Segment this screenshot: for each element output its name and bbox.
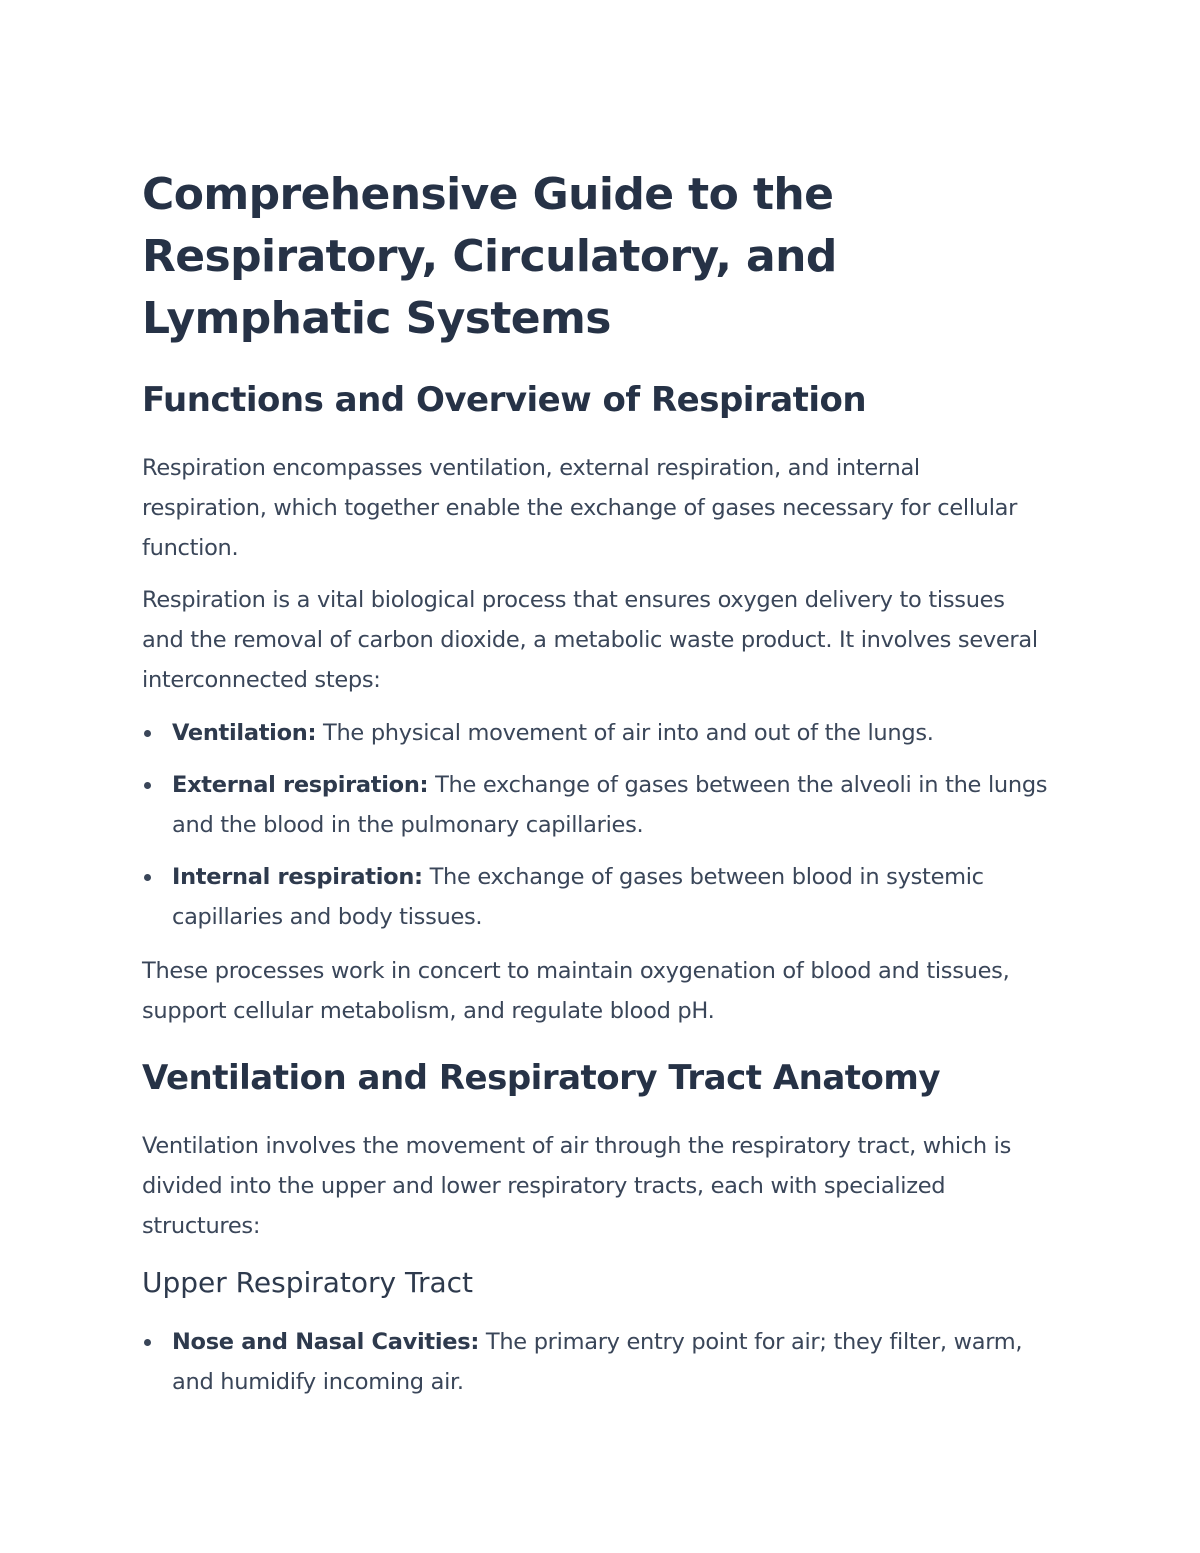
paragraph: Respiration is a vital biological process that ensures oxygen delivery to tissues and the removal of carbon dioxide, a metabolic waste product. It involves several interconnected steps: xyxy=(142,587,1038,693)
list-item-term: Nose and Nasal Cavities: xyxy=(172,1329,480,1355)
list-item-term: Ventilation: xyxy=(172,720,317,746)
document-title: Comprehensive Guide to the Respiratory, Circulatory, and Lymphatic Systems xyxy=(142,169,837,344)
paragraph: These processes work in concert to maintain oxygenation of blood and tissues, support cellular metabolism, and regulate blood pH. xyxy=(142,958,1010,1024)
list-item xyxy=(142,765,1062,845)
subheading-upper-respiratory-tract: Upper Respiratory Tract xyxy=(142,1266,474,1299)
bullet-icon xyxy=(144,782,151,789)
list-item-text: The primary entry point for air; they filter, warm, and humidify incoming air. xyxy=(172,1329,1023,1395)
list-item xyxy=(142,1322,1062,1402)
bullet-icon xyxy=(144,730,151,737)
list-item-text: The exchange of gases between the alveoli in the lungs and the blood in the pulmonary capillaries. xyxy=(172,772,1048,838)
section-heading-respiration: Functions and Overview of Respiration xyxy=(142,380,867,420)
bullet-list-respiration-steps xyxy=(142,713,1062,949)
section-heading-ventilation: Ventilation and Respiratory Tract Anatomy xyxy=(142,1058,940,1098)
bullet-icon xyxy=(144,874,151,881)
list-item xyxy=(142,857,1062,937)
list-item-text: The exchange of gases between blood in systemic capillaries and body tissues. xyxy=(172,864,984,930)
paragraph: Ventilation involves the movement of air through the respiratory tract, which is divided into the upper and lower respiratory tracts, each with specialized structures: xyxy=(142,1133,1012,1239)
list-item-term: External respiration: xyxy=(172,772,429,798)
bullet-icon xyxy=(144,1339,151,1346)
bullet-list-upper-tract xyxy=(142,1322,1062,1414)
list-item xyxy=(142,713,1062,753)
paragraph: Respiration encompasses ventilation, external respiration, and internal respiration, which together enable the exchange of gases necessary for cellular function. xyxy=(142,455,1018,561)
list-item-text: The physical movement of air into and out of the lungs. xyxy=(316,720,934,746)
list-item-term: Internal respiration: xyxy=(172,864,423,890)
